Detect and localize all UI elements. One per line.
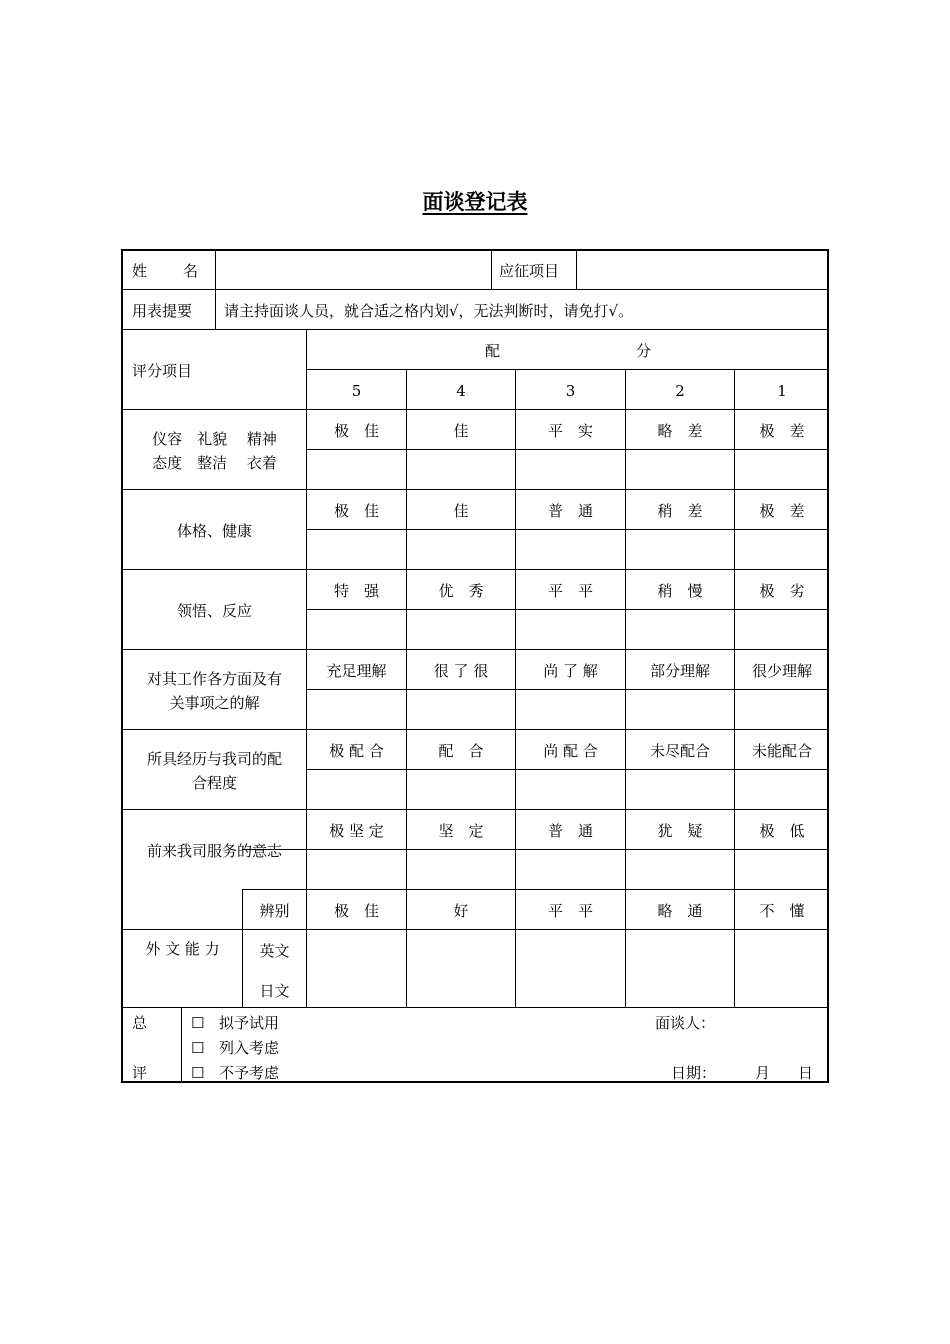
grade-cell: 平 实 [547,422,593,440]
grade-cell: 极 佳 [333,502,379,520]
grade-cell: 配 合 [438,742,484,760]
rule [306,529,829,530]
checkbox-trial[interactable]: ☐ [191,1014,205,1032]
rule [242,849,829,850]
grade-cell: 平 平 [547,902,593,920]
language-label: 外 文 能 力 [145,940,220,958]
rule [306,449,829,450]
grade-cell: 不 懂 [759,902,805,920]
grade-cell: 很少理解 [751,662,812,680]
rule [215,251,216,329]
grade-cell: 平 平 [547,582,593,600]
grade-cell: 未能配合 [751,742,812,760]
grade-cell: 稍 差 [657,502,703,520]
summary-label-top: 总 [132,1014,148,1032]
criterion-label: 关事项之的解 [169,694,260,712]
grade-cell: 优 秀 [438,582,484,600]
usage-label: 用表提要 [132,302,193,320]
day-label: 日 [798,1064,814,1082]
rule [123,649,829,650]
rule [123,729,829,730]
rule [123,929,829,930]
rule [123,409,829,410]
rule [306,609,829,610]
criterion-label: 体格、健康 [176,522,252,540]
option-reject: 不予考虑 [219,1064,280,1082]
checkbox-consider[interactable]: ☐ [191,1039,205,1057]
criterion-label: 对其工作各方面及有 [146,670,282,688]
usage-text: 请主持面谈人员，就合适之格内划√，无法判断时，请免打√。 [224,302,634,320]
grade-cell: 充足理解 [326,662,387,680]
grade-cell: 犹 疑 [657,822,703,840]
score-2: 2 [675,382,685,400]
rule [306,369,829,370]
criterion-label: 前来我司服务的意志 [146,842,282,860]
grade-cell: 很 了 很 [433,662,489,680]
grade-cell: 极 劣 [759,582,805,600]
rule [576,251,577,289]
language-sub-row: 辨别 [259,902,290,920]
interviewer-label: 面谈人： [655,1014,716,1032]
option-trial: 拟予试用 [219,1014,280,1032]
grade-cell: 略 差 [657,422,703,440]
criterion-label: 合程度 [191,774,237,792]
rule [181,1007,182,1083]
rule [123,329,829,330]
score-1: 1 [777,382,787,400]
grade-cell: 佳 [453,502,469,520]
checkbox-reject[interactable]: ☐ [191,1064,205,1082]
rule [306,769,829,770]
criterion-label: 仪容 礼貌 精神 [152,430,277,448]
score-5: 5 [351,382,362,400]
position-label: 应征项目 [499,262,560,280]
rule [123,569,829,570]
scoring-item-label: 评分项目 [132,362,193,380]
grade-cell: 极 差 [759,502,805,520]
grade-cell: 尚 配 合 [543,742,598,760]
grade-cell: 极 佳 [333,422,379,440]
grade-cell: 特 强 [333,582,379,600]
grade-cell: 佳 [453,422,469,440]
criterion-label: 领悟、反应 [176,602,252,620]
language-sub-row: 日文 [259,982,290,1000]
grade-cell: 极 差 [759,422,805,440]
grade-cell: 极 佳 [333,902,379,920]
month-label: 月 [755,1064,771,1082]
rule [123,1007,829,1008]
grade-cell: 未尽配合 [649,742,710,760]
score-4: 4 [456,382,466,400]
grade-cell: 好 [453,902,469,920]
rule [123,809,829,810]
rule [306,689,829,690]
grade-cell: 尚 了 解 [543,662,598,680]
name-label: 姓 名 [132,262,198,280]
summary-label-bottom: 评 [132,1064,148,1082]
option-consider: 列入考虑 [219,1039,280,1057]
grade-cell: 稍 慢 [657,582,703,600]
score-heading: 配 分 [485,342,651,360]
date-label: 日期： [671,1064,717,1082]
grade-cell: 坚 定 [438,822,484,840]
interview-form [121,249,829,1083]
rule [123,289,829,290]
form-title: 面谈登记表 [422,190,528,214]
grade-cell: 普 通 [547,502,593,520]
rule [242,889,829,890]
score-3: 3 [565,382,576,400]
rule [123,489,829,490]
grade-cell: 极 坚 定 [329,822,384,840]
rule [491,251,492,289]
grade-cell: 略 通 [657,902,703,920]
criterion-label: 态度 整洁 衣着 [152,454,277,472]
grade-cell: 极 配 合 [329,742,384,760]
language-sub-row: 英文 [259,942,290,960]
grade-cell: 普 通 [547,822,593,840]
criterion-label: 所具经历与我司的配 [146,750,282,768]
grade-cell: 部分理解 [649,662,710,680]
grade-cell: 极 低 [759,822,805,840]
